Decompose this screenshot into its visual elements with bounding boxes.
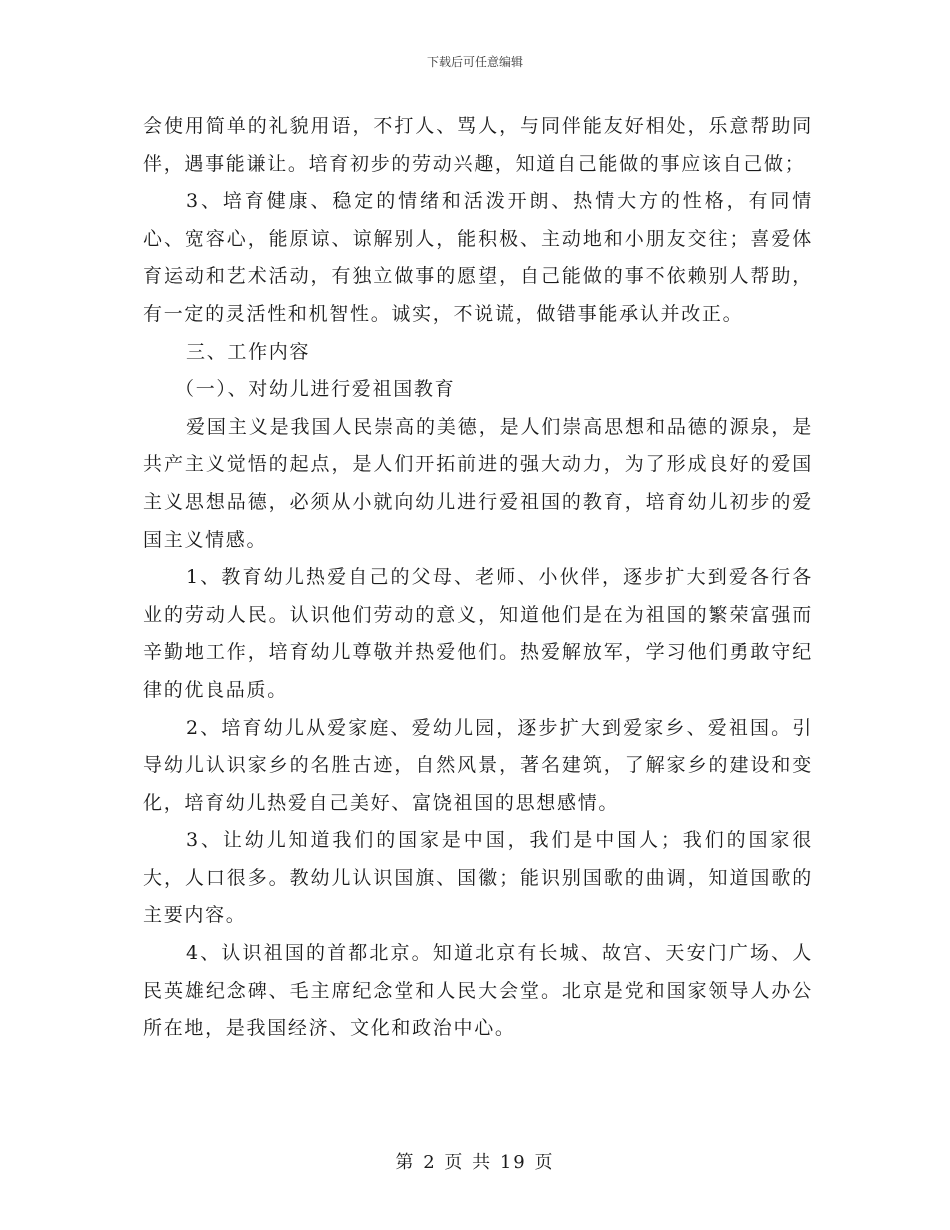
paragraph-continuation: 会使用简单的礼貌用语，不打人、骂人，与同伴能友好相处，乐意帮助同伴，遇事能谦让。培育初步的劳动兴趣，知道自己能做的事应该自己做； [143, 115, 813, 175]
paragraph-item-4: 4、认识祖国的首都北京。知道北京有长城、故宫、天安门广场、人民英雄纪念碑、毛主席纪念堂和人民大会堂。北京是党和国家领导人办公所在地，是我国经济、文化和政治中心。 [143, 942, 813, 1040]
paragraph-patriotism-intro: 爱国主义是我国人民崇高的美德，是人们崇高思想和品德的源泉，是共产主义觉悟的起点，是人们开拓前进的强大动力，为了形成良好的爱国主义思想品德，必须从小就向幼儿进行爱祖国的教育，培育幼儿初步的爱国主义情感。 [143, 415, 813, 551]
paragraph-item-3: 3、培育健康、稳定的情绪和活泼开朗、热情大方的性格，有同情心、宽容心，能原谅、谅解别人，能积极、主动地和小朋友交往；喜爱体育运动和艺术活动，有独立做事的愿望，自己能做的事不依赖别人帮助，有一定的灵活性和机智性。诚实，不说谎，做错事能承认并改正。 [143, 190, 813, 325]
subsection-heading-patriotism: （一）、对幼儿进行爱祖国教育 [175, 378, 456, 401]
paragraph-item-2: 2、培育幼儿从爱家庭、爱幼儿园，逐步扩大到爱家乡、爱祖国。引导幼儿认识家乡的名胜古迹，自然风景，著名建筑，了解家乡的建设和变化，培育幼儿热爱自己美好、富饶祖国的思想感情。 [143, 716, 813, 814]
page-header: 下载后可任意编辑 [426, 55, 523, 69]
paragraph-item-3b: 3、让幼儿知道我们的国家是中国，我们是中国人；我们的国家很大，人口很多。教幼儿认识国旗、国徽；能识别国歌的曲调，知道国歌的主要内容。 [143, 829, 813, 927]
page-number-footer: 第 2 页 共 19 页 [395, 1152, 555, 1173]
document-body [143, 108, 813, 1048]
section-heading-work-content: 三、工作内容 [186, 340, 311, 363]
paragraph-item-1: 1、教育幼儿热爱自己的父母、老师、小伙伴，逐步扩大到爱各行各业的劳动人民。认识他们劳动的意义，知道他们是在为祖国的繁荣富强而辛勤地工作，培育幼儿尊敬并热爱他们。热爱解放军，学习他们勇敢守纪律的优良品质。 [143, 566, 813, 701]
